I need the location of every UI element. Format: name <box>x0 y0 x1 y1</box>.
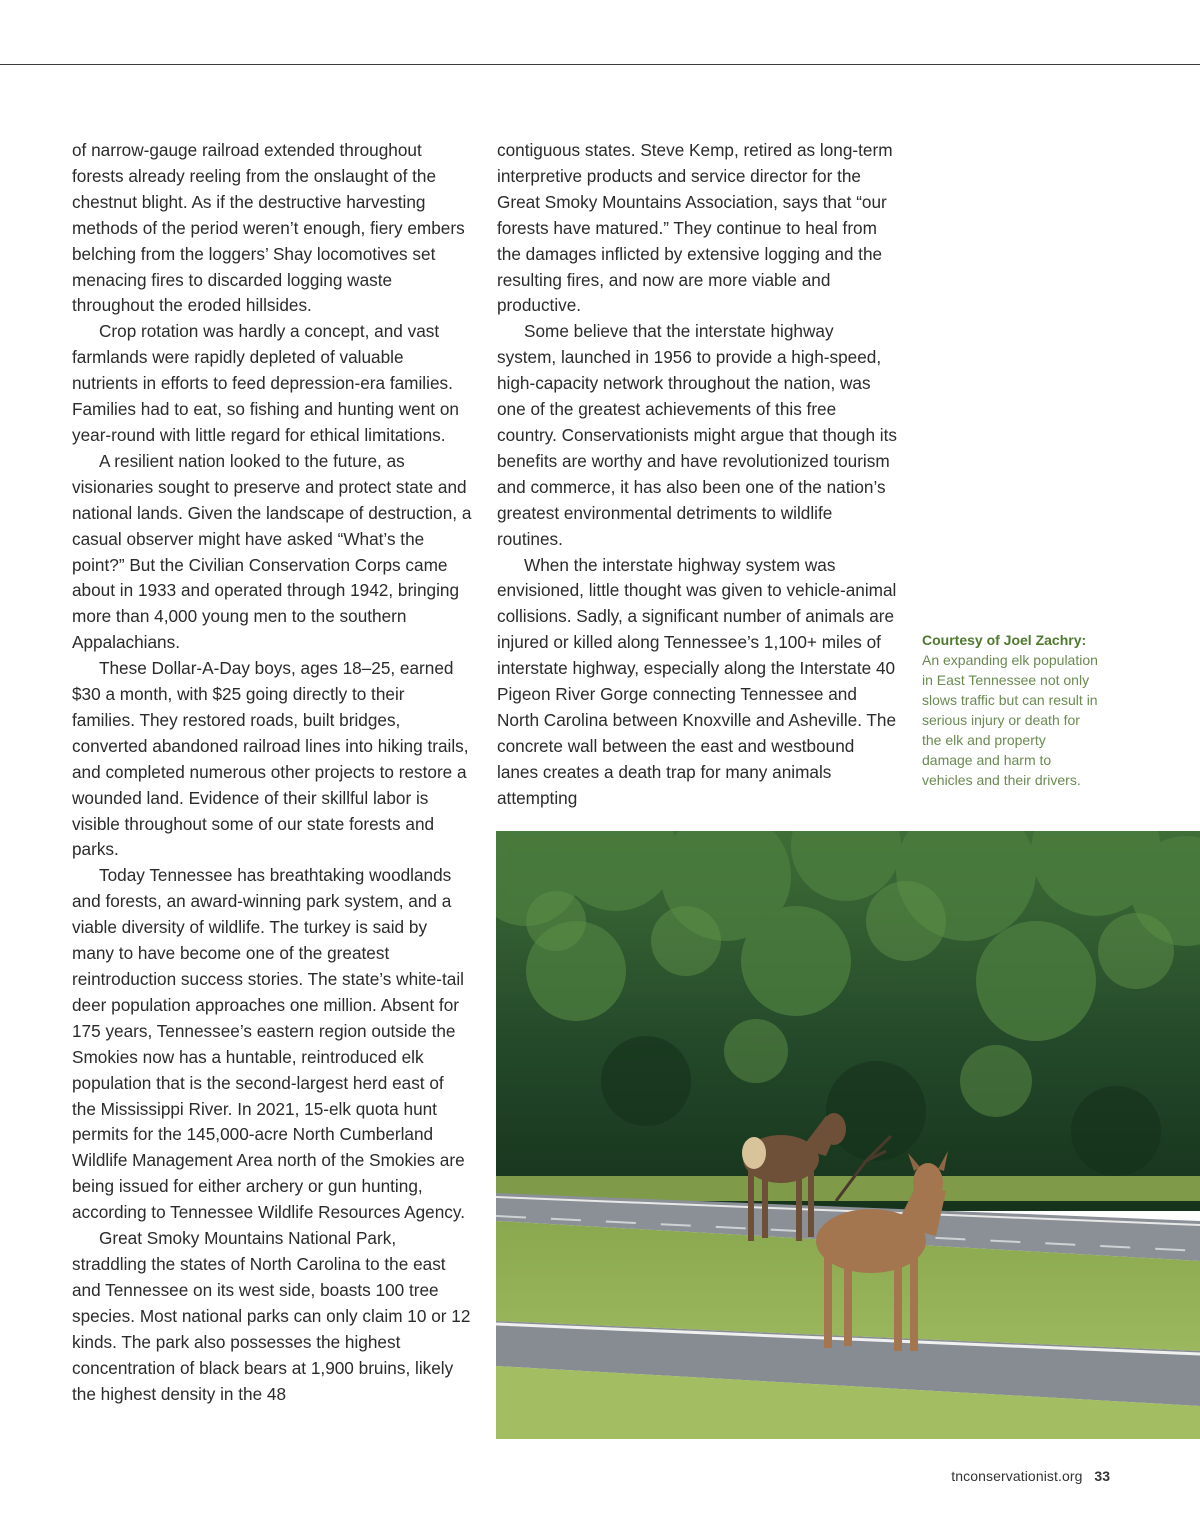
photo-credit: Courtesy of Joel Zachry: <box>922 632 1087 648</box>
photo-caption <box>922 630 1100 790</box>
paragraph: Crop rotation was hardly a concept, and vast farmlands were rapidly depleted of valuable nutrients in efforts to feed depression-era families. Families had to eat, so fishing and hunting went on year-round with little regard for ethical limitations. <box>72 321 459 445</box>
paragraph: A resilient nation looked to the future, as visionaries sought to preserve and protect state and national lands. Given the landscape of destruction, a casual observer might have asked “What’s the point?” But the Civilian Conservation Corps came about in 1933 and operated through 1942, bringing more than 4,000 young men to the southern Appalachians. <box>72 450 472 653</box>
page-footer <box>951 1468 1110 1484</box>
paragraph: When the interstate highway system was envisioned, little thought was given to vehicle-animal collisions. Sadly, a significant number of animals are injured or killed along Tennessee’s 1,100+ miles of interstate highway, especially along the Interstate 40 Pigeon River Gorge connecting Tennessee and North Carolina between Knoxville and Asheville. The concrete wall between the east and westbound lanes creates a death trap for many animals attempting <box>497 554 897 808</box>
header-rule <box>0 64 1200 65</box>
paragraph: Great Smoky Mountains National Park, straddling the states of North Carolina to the east and Tennessee on its west side, boasts 100 tree species. Most national parks can only claim 10 or 12 kinds. The park also possesses the highest concentration of black bears at 1,900 bruins, likely the highest density in the 48 <box>72 1228 471 1404</box>
website-url: tnconservationist.org <box>951 1468 1083 1484</box>
caption-text: An expanding elk population in East Tennessee not only slows traffic but can result in serious injury or death for the elk and property damage and harm to vehicles and their drivers. <box>922 652 1098 788</box>
paragraph: Some believe that the interstate highway system, launched in 1956 to provide a high-speed, high-capacity network throughout the nation, was one of the greatest achievements of this free country. Conservationists might argue that though its benefits are worthy and have revolutionized tourism and commerce, it has also been one of the nation’s greatest environmental detriments to wildlife routines. <box>497 321 897 549</box>
elk-photo <box>496 831 1200 1439</box>
article-column-left <box>72 138 472 1407</box>
paragraph: of narrow-gauge railroad extended throughout forests already reeling from the onslaught of the chestnut blight. As if the destructive harvesting methods of the period weren’t enough, fiery embers belching from the loggers’ Shay locomotives set menacing fires to discarded logging waste throughout the eroded hillsides. <box>72 140 465 316</box>
paragraph: These Dollar-A-Day boys, ages 18–25, earned $30 a month, with $25 going directly to their families. They restored roads, built bridges, converted abandoned railroad lines into hiking trails, and completed numerous other projects to restore a wounded land. Evidence of their skillful labor is visible throughout some of our state forests and parks. <box>72 658 469 860</box>
paragraph: contiguous states. Steve Kemp, retired as long-term interpretive products and service director for the Great Smoky Mountains Association, says that “our forests have matured.” They continue to heal from the damages inflicted by extensive logging and the resulting fires, and now are more viable and productive. <box>497 140 893 316</box>
article-column-middle <box>497 138 897 812</box>
page-number: 33 <box>1094 1468 1110 1484</box>
paragraph: Today Tennessee has breathtaking woodlands and forests, an award-winning park system, and a viable diversity of wildlife. The turkey is said by many to have become one of the greatest reintroduction success stories. The state’s white-tail deer population approaches one million. Absent for 175 years, Tennessee’s eastern region outside the Smokies now has a huntable, reintroduced elk population that is the second-largest herd east of the Mississippi River. In 2021, 15-elk quota hunt permits for the 145,000-acre North Cumberland Wildlife Management Area north of the Smokies are being issued for either archery or gun hunting, according to Tennessee Wildlife Resources Agency. <box>72 865 465 1223</box>
